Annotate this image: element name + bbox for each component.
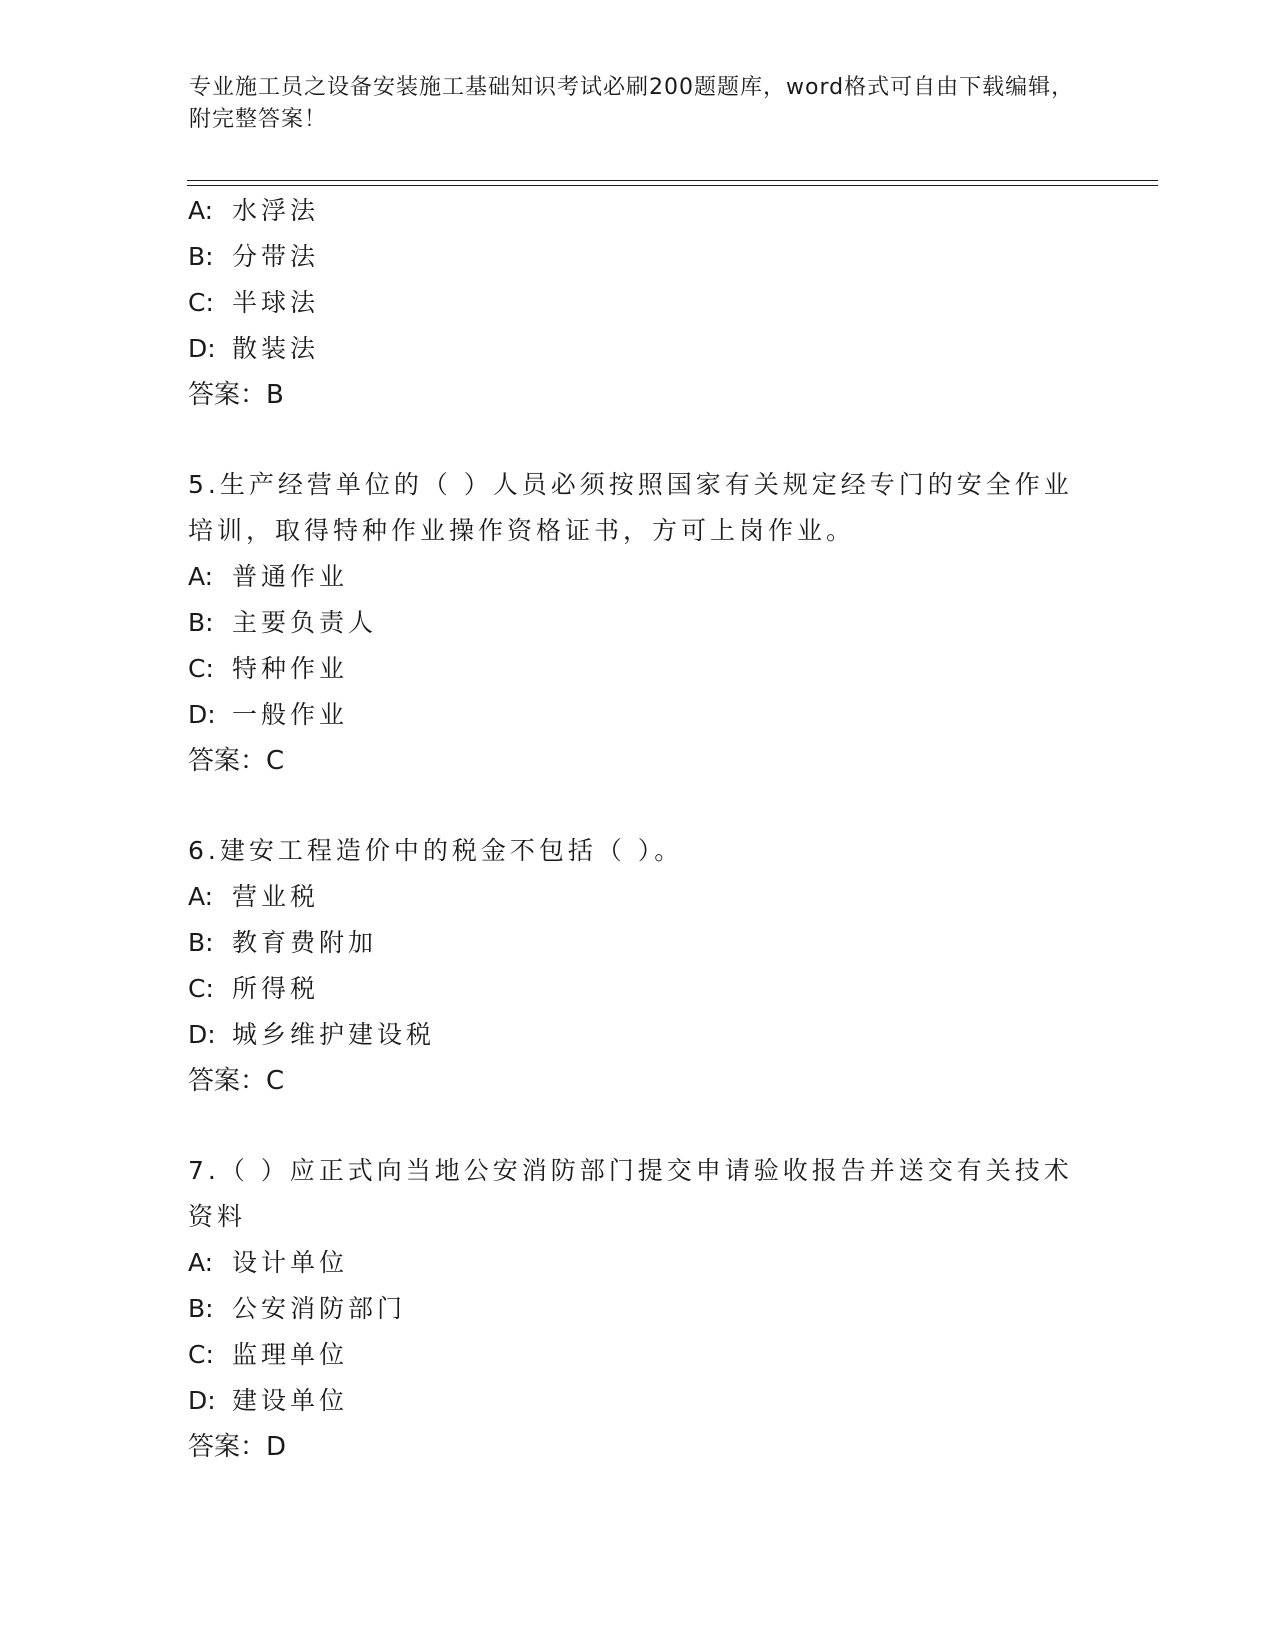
- answer-line: 答案：B: [188, 380, 284, 410]
- answer-line: 答案：C: [188, 1066, 285, 1096]
- option-a: A: 水浮法: [188, 196, 320, 225]
- option-c: C: 特种作业: [188, 654, 349, 683]
- option-d: D: 一般作业: [188, 700, 349, 729]
- question-text: 7.（ ）应正式向当地公安消防部门提交申请验收报告并送交有关技术资料: [188, 1156, 1073, 1231]
- option-b: B: 分带法: [188, 242, 320, 271]
- option-c: C: 所得税: [188, 974, 320, 1003]
- option-a: A: 设计单位: [188, 1248, 349, 1277]
- question-block: [188, 1148, 1088, 1470]
- option-a: A: 营业税: [188, 882, 320, 911]
- answer-line: 答案：C: [188, 746, 285, 776]
- question-block: [188, 188, 1088, 418]
- option-b: B: 主要负责人: [188, 608, 378, 637]
- option-c: C: 监理单位: [188, 1340, 349, 1369]
- document-title: 专业施工员之设备安装施工基础知识考试必刷200题题库，word格式可自由下载编辑，附完整答案！: [189, 75, 1075, 132]
- option-d: D: 散装法: [188, 334, 320, 363]
- option-a: A: 普通作业: [188, 562, 349, 591]
- question-block: [188, 828, 1088, 1104]
- question-block: [188, 462, 1088, 784]
- header-divider-top: [187, 180, 1158, 181]
- answer-line: 答案：D: [188, 1432, 287, 1462]
- option-d: D: 建设单位: [188, 1386, 349, 1415]
- option-c: C: 半球法: [188, 288, 320, 317]
- header-divider-bottom: [187, 185, 1158, 186]
- question-text: 5.生产经营单位的（ ）人员必须按照国家有关规定经专门的安全作业培训，取得特种作业操作资格证书，方可上岗作业。: [188, 470, 1073, 545]
- option-b: B: 教育费附加: [188, 928, 378, 957]
- question-text: 6.建安工程造价中的税金不包括（ ）。: [188, 836, 684, 865]
- option-d: D: 城乡维护建设税: [188, 1020, 436, 1049]
- option-b: B: 公安消防部门: [188, 1294, 407, 1323]
- question-list: [188, 188, 1088, 1470]
